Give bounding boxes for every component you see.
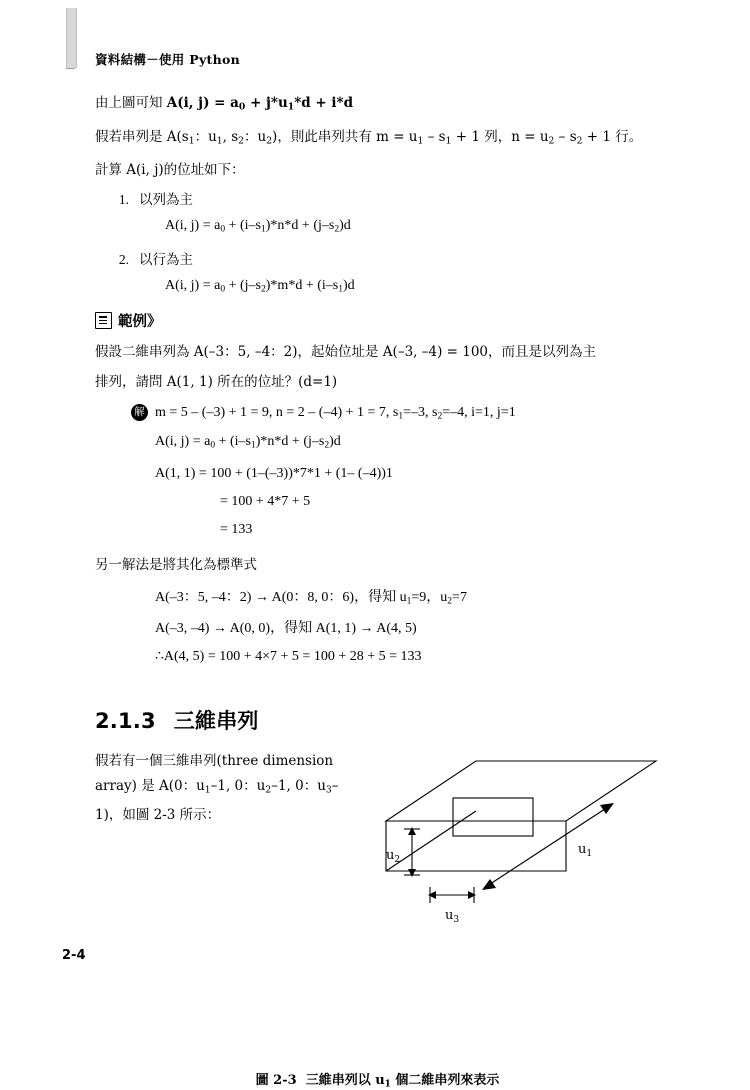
example-body-line1: 假設二維串列為 A(–3：5, –4：2)，起始位址是 A(–3, –4) = 100，而且是以列為主	[95, 344, 597, 361]
example-title: 範例》	[118, 313, 162, 331]
section-paragraph-line1: 假若有一個三維串列(three dimension	[95, 753, 334, 770]
list-item	[95, 249, 660, 295]
solution-step: = 100 + 4*7 + 5	[220, 493, 311, 509]
alt-solution-step: A(–3, –4) → A(0, 0)，得知 A(1, 1) → A(4, 5)	[155, 621, 417, 637]
figure-svg	[368, 743, 668, 953]
page-content	[95, 92, 660, 1090]
running-head: 資料結構－使用 Python	[95, 52, 241, 67]
figure-label-u2: $u_2$	[386, 848, 401, 866]
figure-label-u1: $u_1$	[578, 842, 593, 860]
section-paragraph-line3: 1)，如圖 2-3 所示：	[95, 806, 221, 823]
solution-step: A(i, $j) = a_0 + (i-s_1)*n*d + (j-s_2)d$	[155, 434, 341, 451]
list-item-label: 以列為主	[139, 192, 193, 209]
example-body-line2: 排列，請問 A(1, 1) 所在的位址？(d=1)	[95, 374, 338, 391]
solution-badge: 解	[131, 404, 148, 421]
section-title: 三維串列	[173, 709, 259, 734]
alt-solution-intro: 另一解法是將其化為標準式	[95, 556, 257, 573]
example-heading	[95, 310, 660, 331]
header-rule	[66, 68, 75, 69]
document-icon	[95, 312, 112, 329]
header-decoration-bar	[66, 8, 77, 68]
list-item-heading	[95, 189, 660, 211]
list-item	[95, 189, 660, 235]
figure-label-u3: $u_3$	[445, 908, 460, 926]
section-body	[95, 749, 660, 959]
list-item-number: 2.	[118, 251, 129, 267]
section-number: 2.1.3	[95, 709, 156, 734]
intro-formula: A(i, $j) = a_0 + j*u_1*d + i*d$	[166, 95, 354, 113]
list-item-heading	[95, 249, 660, 271]
alt-solution-step: A(–3：5, –4：2) → A(0：8, 0：6)，得知 $u_1=9$，$u_2=7$	[155, 589, 467, 607]
list-item-label: 以行為主	[139, 251, 193, 268]
solution-step: = 133	[220, 521, 253, 537]
solution-step: A(1, 1) = 100 + (1–(–3))*7*1 + (1– (–4))1	[155, 465, 393, 481]
solution-text: m = 5 – (–3) + 1 = 9, n = 2 – (–4) + 1 = 7, $s_1=-3$, $s_2=-4$, i=1, j=1	[155, 405, 516, 423]
list-item-number: 1.	[118, 192, 129, 208]
solution-row	[131, 402, 660, 428]
page-number: 2-4	[62, 948, 86, 963]
section-paragraph	[95, 749, 360, 828]
section-paragraph-line2: array) 是 A(0：$u_1-1$, 0：$u_2-1$, 0：$u_3-$	[95, 778, 339, 796]
figure-caption: 圖 2-3 三維串列以 $u_1$ 個二維串列來表示	[255, 1073, 500, 1090]
alt-solution-step: ∴A(4, 5) = 100 + 4×7 + 5 = 100 + 28 + 5 = 133	[155, 649, 422, 665]
list-item-formula: A(i, $j) = a_0 + (j-s_2)*m*d + (i-s_1)d$	[165, 277, 355, 295]
ordered-list	[95, 189, 660, 294]
list-item-formula: A(i, $j) = a_0 + (i-s_1)*n*d + (j-s_2)d$	[165, 218, 351, 235]
section-heading	[95, 705, 660, 735]
paragraph-definition-line2: 計算 A(i, j)的位址如下：	[95, 162, 245, 179]
intro-prefix: 由上圖可知	[95, 95, 167, 111]
three-dimension-array-figure	[368, 743, 668, 953]
paragraph-definition-line1: 假若串列是 $A(s_1$：$u_1$, $s_2$：$u_2$)，則此串列共有 $m = u_1 - s_1 + 1$ 列，$n = u_2 - s_2 + 1$ 行。	[95, 128, 643, 147]
intro-line	[95, 92, 660, 119]
